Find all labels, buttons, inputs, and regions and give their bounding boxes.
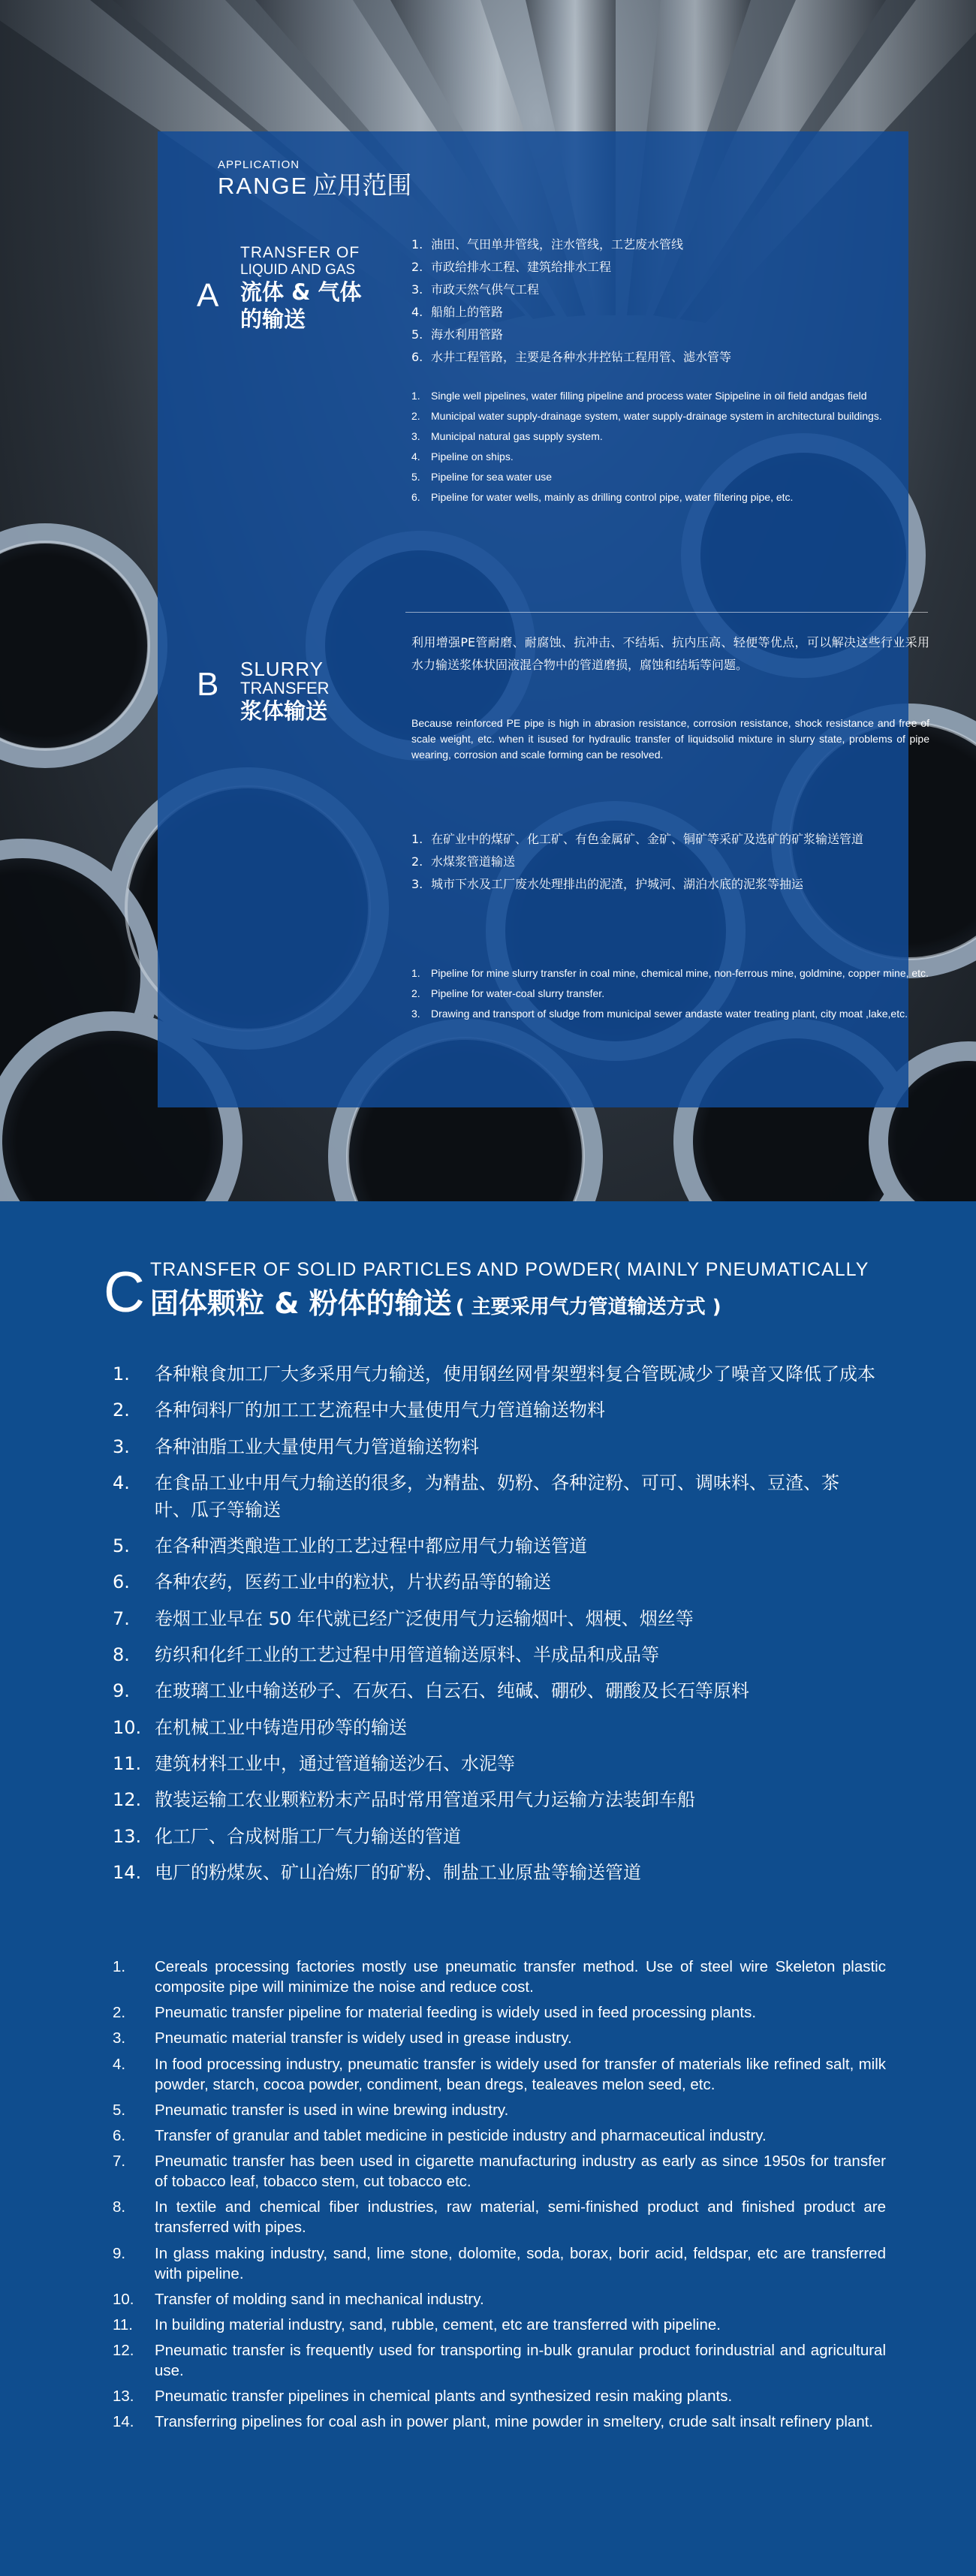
section-c-title-en: TRANSFER OF SOLID PARTICLES AND POWDER( MAINLY PNEUMATICALLY — [150, 1259, 869, 1280]
section-c-en-list — [113, 1957, 886, 2438]
list-item-text: 水井工程管路，主要是各种水井控钻工程用管、滤水管等 — [431, 350, 732, 364]
list-item — [411, 966, 929, 981]
list-item — [411, 828, 929, 851]
section-b-title-en-2: TRANSFER — [240, 679, 330, 697]
list-item — [113, 1605, 878, 1632]
list-item — [113, 2340, 886, 2381]
list-item-number: 5. — [411, 327, 423, 342]
list-item — [113, 2315, 886, 2335]
list-item-number: 8. — [113, 1644, 130, 1666]
list-item-text: Pneumatic transfer is used in wine brewing industry. — [155, 2101, 509, 2119]
list-item-text: 各种粮食加工厂大多采用气力输送，使用钢丝网骨架塑料复合管既减少了噪音又降低了成本 — [155, 1363, 875, 1384]
list-item — [113, 1714, 878, 1741]
list-item-text: 海水利用管路 — [431, 327, 504, 342]
list-item-text: 在玻璃工业中输送砂子、石灰石、白云石、纯碱、硼砂、硼酸及长石等原料 — [155, 1680, 749, 1702]
section-divider — [405, 612, 928, 613]
list-item-number: 6. — [411, 350, 423, 364]
hero-pipes-background — [0, 0, 976, 1201]
list-item-number: 10. — [113, 1716, 142, 1738]
list-item — [113, 1641, 878, 1668]
list-item-number: 13. — [113, 2388, 134, 2406]
list-item-text: In glass making industry, sand, lime stone, dolomite, soda, borax, borir acid, feldspar, etc are transferred with pipeline. — [155, 2244, 886, 2282]
list-item — [411, 1007, 929, 1021]
solid-particles-section — [0, 1201, 976, 2576]
list-item-number: 13. — [113, 1825, 142, 1847]
section-a-title — [240, 244, 361, 333]
list-item-text: In textile and chemical fiber industries, raw material, semi-finished product and finished product are transferred with pipes. — [155, 2198, 886, 2237]
list-item — [411, 279, 937, 301]
list-item-text: Transfer of granular and tablet medicine in pesticide industry and pharmaceutical industry. — [155, 2126, 767, 2144]
section-b-title-cn: 浆体输送 — [240, 698, 328, 724]
list-item — [113, 1469, 878, 1523]
list-item — [411, 873, 929, 896]
list-item — [411, 450, 929, 464]
list-item-number: 2. — [113, 2004, 126, 2022]
list-item-text: Transferring pipelines for coal ash in power plant, mine powder in smeltery, crude salt insalt refinery plant. — [155, 2413, 874, 2431]
list-item-text: 水煤浆管道输送 — [431, 854, 516, 869]
range-cn-title: 应用范围 — [312, 170, 412, 200]
list-item-text: Pneumatic transfer pipeline for material feeding is widely used in feed processing plants. — [155, 2004, 757, 2022]
list-item — [113, 1859, 878, 1886]
list-item — [113, 1957, 886, 1997]
list-item — [411, 851, 929, 873]
list-item-text: 市政天然气供气工程 — [431, 282, 540, 297]
list-item — [411, 256, 937, 279]
list-item-number: 3. — [411, 430, 420, 442]
list-item — [411, 490, 929, 505]
list-item-text: 电厂的粉煤灰、矿山冶炼厂的矿粉、制盐工业原盐等输送管道 — [155, 1861, 641, 1883]
list-item-number: 14. — [113, 2413, 134, 2431]
list-item — [411, 324, 937, 346]
list-item-text: 纺织和化纤工业的工艺过程中用管道输送原料、半成品和成品等 — [155, 1644, 659, 1666]
list-item — [113, 1823, 878, 1850]
list-item — [411, 409, 929, 423]
section-b-cn-list — [411, 828, 929, 896]
list-item-number: 11. — [113, 1752, 142, 1774]
list-item-text: 城市下水及工厂废水处理排出的泥渣，护城河、湖泊水底的泥浆等抽运 — [431, 877, 804, 891]
section-a-title-en-2: LIQUID AND GAS — [240, 262, 356, 278]
list-item — [113, 1396, 878, 1424]
list-item — [411, 346, 937, 369]
list-item-number: 2. — [411, 260, 423, 274]
list-item-number: 10. — [113, 2290, 134, 2308]
section-c-cn-list — [113, 1360, 878, 1895]
list-item-text: 在食品工业中用气力输送的很多，为精盐、奶粉、各种淀粉、可可、调味料、豆渣、茶 叶、瓜子等输送 — [155, 1472, 839, 1520]
list-item-number: 1. — [113, 1958, 126, 1975]
list-item-number: 2. — [411, 410, 420, 422]
list-item-number: 4. — [411, 450, 420, 462]
list-item — [113, 2289, 886, 2309]
list-item — [113, 2126, 886, 2146]
list-item-number: 1. — [113, 1363, 130, 1384]
list-item-number: 1. — [411, 832, 423, 846]
section-c-title-cn-sub: ( 主要采用气力管道输送方式 ) — [455, 1296, 721, 1318]
list-item-number: 8. — [113, 2198, 126, 2216]
list-item-text: Municipal natural gas supply system. — [431, 430, 603, 442]
list-item-text: 市政给排水工程、建筑给排水工程 — [431, 260, 612, 274]
list-item-text: Transfer of molding sand in mechanical industry. — [155, 2290, 484, 2308]
list-item — [411, 301, 937, 324]
list-item-text: Pneumatic transfer has been used in cigarette manufacturing industry as early as since 1950s for transfer of tobacco leaf, tobacco stem, cut tobacco etc. — [155, 2153, 886, 2191]
list-item — [113, 2151, 886, 2192]
list-item-number: 5. — [113, 2101, 126, 2119]
list-item — [113, 1750, 878, 1777]
section-b-intro-cn: 利用增强PE管耐磨、耐腐蚀、抗冲击、不结垢、抗内压高、轻便等优点，可以解决这些行业采用水力输送浆体状固液混合物中的管道磨损，腐蚀和结垢等问题。 — [411, 635, 929, 672]
list-item-number: 7. — [113, 2153, 126, 2171]
list-item-number: 14. — [113, 1861, 142, 1883]
section-b-title-en-1: SLURRY — [240, 658, 324, 680]
list-item-text: Single well pipelines, water filling pipeline and process water Sipipeline in oil field andgas field — [431, 390, 867, 402]
section-b-letter: B — [197, 666, 219, 703]
list-item — [113, 1433, 878, 1460]
list-item-number: 12. — [113, 2342, 134, 2360]
list-item-number: 3. — [411, 877, 423, 891]
list-item-number: 1. — [411, 390, 420, 402]
list-item — [113, 1360, 878, 1387]
list-item-text: Pneumatic material transfer is widely used in grease industry. — [155, 2029, 572, 2047]
list-item-text: 船舶上的管路 — [431, 305, 504, 319]
list-item-text: In building material industry, sand, rubble, cement, etc are transferred with pipeline. — [155, 2315, 721, 2333]
list-item — [113, 2054, 886, 2095]
list-item-text: 化工厂、合成树脂工厂气力输送的管道 — [155, 1825, 461, 1847]
list-item-text: 油田、气田单井管线，注水管线，工艺废水管线 — [431, 237, 684, 252]
section-a-en-list — [411, 389, 929, 511]
list-item-number: 3. — [113, 1436, 130, 1457]
list-item-number: 2. — [113, 1399, 130, 1421]
section-b-intro-en: Because reinforced PE pipe is high in abrasion resistance, corrosion resistance, shock resistance and free of scale weight, etc. when it isused for hydraulic transfer of liquidsolid mixture in slurry state, problems of pipe wearing, corrosion and scale forming can be resolved. — [411, 717, 929, 761]
section-b-en-list — [411, 966, 929, 1027]
list-item-text: 建筑材料工业中，通过管道输送沙石、水泥等 — [155, 1752, 515, 1774]
list-item-text: 散装运输工农业颗粒粉末产品时常用管道采用气力运输方法装卸车船 — [155, 1789, 695, 1811]
list-item-text: Pipeline for mine slurry transfer in coal mine, chemical mine, non-ferrous mine, goldmine, copper mine, etc. — [431, 967, 929, 979]
list-item-number: 11. — [113, 2315, 133, 2333]
list-item — [113, 2197, 886, 2237]
list-item — [411, 233, 937, 256]
list-item — [113, 1568, 878, 1595]
list-item-text: 在各种酒类酿造工业的工艺过程中都应用气力输送管道 — [155, 1535, 587, 1557]
list-item — [113, 1677, 878, 1704]
list-item-number: 1. — [411, 967, 420, 979]
list-item-number: 7. — [113, 1607, 130, 1629]
range-en-small: APPLICATION — [218, 158, 300, 171]
list-item — [113, 1786, 878, 1813]
list-item-number: 5. — [113, 1535, 130, 1557]
list-item-number: 12. — [113, 1789, 142, 1811]
list-item-number: 3. — [113, 2029, 126, 2047]
list-item-text: Cereals processing factories mostly use pneumatic transfer method. Use of steel wire Skeleton plastic composite pipe will minimize the noise and reduce cost. — [155, 1958, 886, 1996]
list-item-text: 各种饲料厂的加工工艺流程中大量使用气力管道输送物料 — [155, 1399, 605, 1421]
list-item-text: Pneumatic transfer pipelines in chemical plants and synthesized resin making plants. — [155, 2388, 733, 2406]
list-item — [411, 987, 929, 1001]
list-item-number: 2. — [411, 987, 420, 999]
list-item-number: 4. — [411, 305, 423, 319]
list-item-text: Drawing and transport of sludge from municipal sewer andaste water treating plant, city moat ,lake,etc. — [431, 1008, 908, 1020]
list-item-text: Pipeline for water wells, mainly as drilling control pipe, water filtering pipe, etc. — [431, 491, 794, 503]
list-item — [411, 389, 929, 403]
list-item — [113, 2386, 886, 2406]
list-item — [411, 470, 929, 484]
list-item — [113, 2100, 886, 2120]
application-range-panel — [158, 131, 929, 1107]
section-c-title-cn-main: 固体颗粒 & 粉体的输送 — [150, 1287, 452, 1320]
list-item-number: 4. — [113, 1472, 130, 1493]
list-item-text: Pipeline for sea water use — [431, 471, 553, 483]
section-a-letter: A — [197, 277, 219, 314]
list-item-text: 在机械工业中铸造用砂等的输送 — [155, 1716, 407, 1738]
section-a-title-cn-1: 流体 & 气体 — [240, 279, 362, 305]
range-en-big: RANGE — [218, 173, 309, 199]
list-item-number: 6. — [113, 1571, 130, 1593]
list-item-number: 2. — [411, 854, 423, 869]
section-a-title-en-1: TRANSFER OF — [240, 244, 360, 261]
list-item — [113, 1532, 878, 1559]
list-item — [411, 429, 929, 444]
list-item-text: 在矿业中的煤矿、化工矿、有色金属矿、金矿、铜矿等采矿及选矿的矿浆输送管道 — [431, 832, 864, 846]
range-heading — [218, 158, 411, 200]
list-item — [113, 2028, 886, 2048]
list-item-text: 各种农药，医药工业中的粒状，片状药品等的输送 — [155, 1571, 551, 1593]
list-item-number: 9. — [113, 2244, 126, 2262]
list-item-text: Pipeline on ships. — [431, 450, 514, 462]
list-item-text: 卷烟工业早在 50 年代就已经广泛使用气力运输烟叶、烟梗、烟丝等 — [155, 1607, 694, 1629]
list-item-number: 5. — [411, 471, 420, 483]
section-b-title — [240, 658, 330, 725]
list-item-number: 1. — [411, 237, 423, 252]
list-item-number: 4. — [113, 2055, 126, 2073]
list-item — [113, 2002, 886, 2023]
list-item-text: In food processing industry, pneumatic transfer is widely used for transfer of materials like refined salt, milk powder, starch, cocoa powder, condiment, bean dregs, tealeaves melon seed, etc. — [155, 2055, 886, 2093]
list-item-text: 各种油脂工业大量使用气力管道输送物料 — [155, 1436, 479, 1457]
list-item-text: Pneumatic transfer is frequently used for transporting in-bulk granular product forindustrial and agricultural use. — [155, 2342, 886, 2380]
list-item-number: 3. — [411, 282, 423, 297]
list-item-number: 9. — [113, 1680, 130, 1702]
section-a-title-cn-2: 的输送 — [240, 306, 306, 332]
list-item — [113, 2412, 886, 2432]
list-item-text: Municipal water supply-drainage system, water supply-drainage system in architectural buildings. — [431, 410, 882, 422]
section-c-title-cn — [150, 1285, 721, 1325]
list-item-text: Pipeline for water-coal slurry transfer. — [431, 987, 605, 999]
section-c-letter: C — [104, 1261, 145, 1324]
list-item-number: 3. — [411, 1008, 420, 1020]
section-a-cn-list — [411, 233, 937, 369]
list-item-number: 6. — [113, 2126, 126, 2144]
list-item-number: 6. — [411, 491, 420, 503]
list-item — [113, 2243, 886, 2284]
